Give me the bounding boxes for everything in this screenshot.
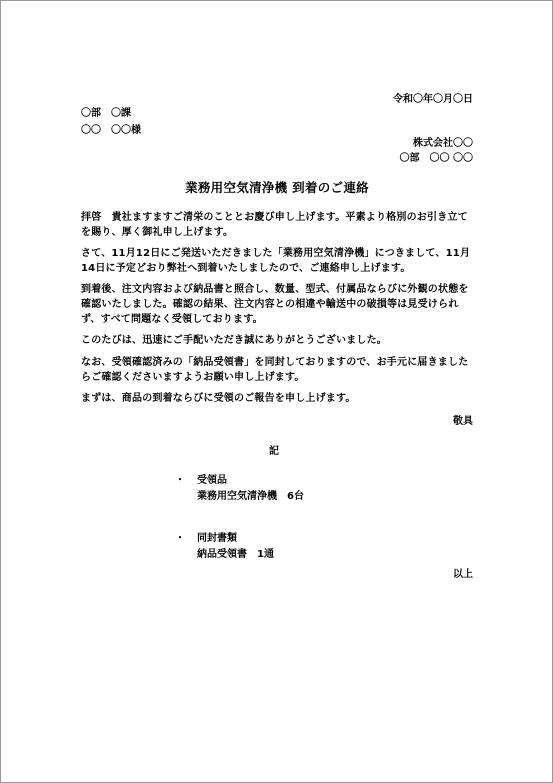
- paragraph-thanks: このたびは、迅速にご手配いただき誠にありがとうございました。: [81, 335, 387, 346]
- paragraph-report: まずは、商品の到着ならびに受領のご報告を申し上げます。: [81, 393, 356, 404]
- recipient-name: 〇〇 〇〇様: [81, 125, 141, 136]
- item-heading: 受領品: [197, 475, 227, 486]
- item-enclosed-documents: [175, 531, 237, 546]
- paragraph-arrival: さて、11月12日にご発送いただきました「業務用空気清浄機」につきまして、11月14日に予定どおり弊社へ到着いたしましたので、ご連絡申し上げます。: [81, 248, 471, 274]
- closing-keigu: 敬具: [453, 416, 473, 427]
- item-detail: 納品受領書 1通: [197, 549, 274, 560]
- sender-department-name: 〇部 〇〇 〇〇: [399, 153, 473, 164]
- paragraph-greeting: 拝啓 貴社ますますご清栄のこととお慶び申し上げます。平素より格別のお引き立てを賜り、厚く御礼申し上げます。: [81, 212, 468, 238]
- end-ijou: 以上: [453, 569, 473, 580]
- letter-date: 令和〇年〇月〇日: [393, 94, 473, 105]
- bullet-icon: ・: [175, 475, 185, 486]
- item-heading: 同封書類: [197, 533, 237, 544]
- recipient-department: 〇部 〇課: [81, 108, 131, 119]
- paragraph-enclosure: なお、受領確認済みの「納品受領書」を同封しておりますので、お手元に届きましたらご確認くださいますようお願い申し上げます。: [81, 357, 469, 383]
- paragraph-inspection: 到着後、注文内容および納品書と照合し、数量、型式、付属品ならびに外観の状態を確認いたしました。確認の結果、注文内容との相違や輸送中の破損等は見受けられず、すべて問題なく受領しております。: [81, 284, 469, 325]
- item-detail: 業務用空気清浄機 6台: [197, 491, 304, 502]
- ki-heading: 記: [269, 446, 279, 457]
- sender-company: 株式会社〇〇: [413, 138, 473, 149]
- letter-title: 業務用空気清浄機 到着のご連絡: [185, 180, 369, 195]
- bullet-icon: ・: [175, 533, 185, 544]
- item-received-goods: [175, 473, 227, 488]
